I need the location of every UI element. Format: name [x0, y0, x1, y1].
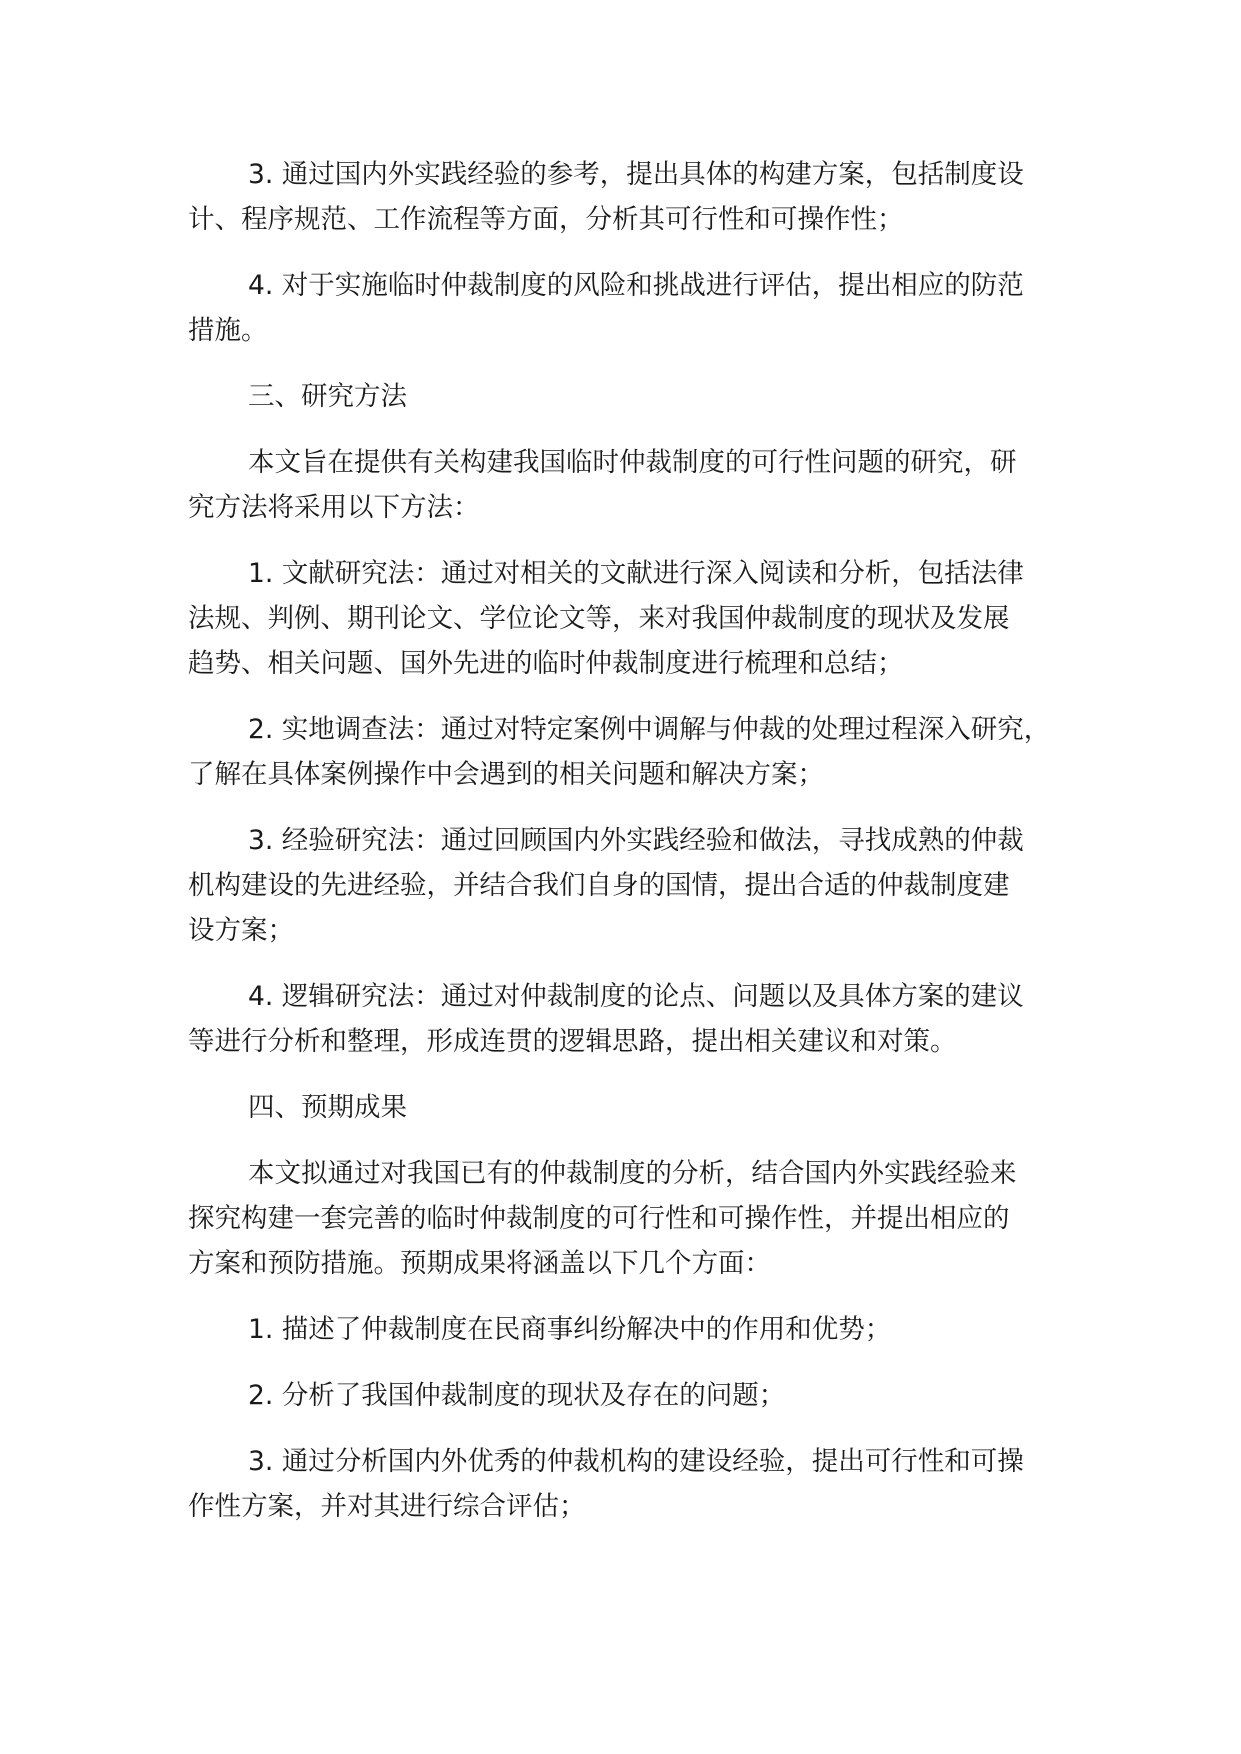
list-item-result-role — [188, 1307, 1093, 1352]
text-line: 机构建设的先进经验，并结合我们自身的国情，提出合适的仲裁制度建 — [188, 870, 1010, 901]
text-line: 本文拟通过对我国已有的仲裁制度的分析，结合国内外实践经验来 — [248, 1158, 1017, 1189]
section-heading-expected-results — [188, 1085, 1093, 1130]
list-item-risk-assessment — [188, 263, 1093, 353]
list-item-result-plan — [188, 1439, 1093, 1529]
section-heading-research-methods — [188, 374, 1093, 419]
text-line: 计、程序规范、工作流程等方面，分析其可行性和可操作性； — [188, 204, 904, 235]
text-line: 探究构建一套完善的临时仲裁制度的可行性和可操作性，并提出相应的 — [188, 1203, 1010, 1234]
text-line: 了解在具体案例操作中会遇到的相关问题和解决方案； — [188, 759, 824, 790]
text-line: 4. 对于实施临时仲裁制度的风险和挑战进行评估，提出相应的防范 — [248, 270, 1024, 301]
text-line: 2. 分析了我国仲裁制度的现状及存在的问题； — [248, 1380, 786, 1411]
list-item-logical-research — [188, 974, 1093, 1064]
text-line: 1. 文献研究法：通过对相关的文献进行深入阅读和分析，包括法律 — [248, 558, 1024, 589]
list-item-construction-plan — [188, 152, 1093, 242]
list-item-literature-research — [188, 551, 1093, 686]
text-line: 3. 经验研究法：通过回顾国内外实践经验和做法，寻找成熟的仲裁 — [248, 825, 1024, 856]
text-line: 2. 实地调查法：通过对特定案例中调解与仲裁的处理过程深入研究， — [248, 714, 1051, 745]
text-line: 趋势、相关问题、国外先进的临时仲裁制度进行梳理和总结； — [188, 648, 904, 679]
body-paragraph-methods-intro — [188, 440, 1093, 530]
body-paragraph-results-intro — [188, 1151, 1093, 1286]
heading-text: 三、研究方法 — [248, 381, 407, 412]
text-line: 措施。 — [188, 315, 268, 346]
text-line: 设方案； — [188, 915, 294, 946]
text-line: 法规、判例、期刊论文、学位论文等，来对我国仲裁制度的现状及发展 — [188, 603, 1010, 634]
heading-text: 四、预期成果 — [248, 1092, 407, 1123]
text-line: 1. 描述了仲裁制度在民商事纠纷解决中的作用和优势； — [248, 1314, 892, 1345]
list-item-result-status — [188, 1373, 1093, 1418]
text-line: 等进行分析和整理，形成连贯的逻辑思路，提出相关建议和对策。 — [188, 1026, 957, 1057]
document-body — [188, 152, 1093, 1550]
text-line: 作性方案，并对其进行综合评估； — [188, 1491, 586, 1522]
text-line: 究方法将采用以下方法： — [188, 492, 480, 523]
text-line: 3. 通过国内外实践经验的参考，提出具体的构建方案，包括制度设 — [248, 159, 1024, 190]
text-line: 3. 通过分析国内外优秀的仲裁机构的建设经验，提出可行性和可操 — [248, 1446, 1024, 1477]
text-line: 方案和预防措施。预期成果将涵盖以下几个方面： — [188, 1248, 771, 1279]
text-line: 4. 逻辑研究法：通过对仲裁制度的论点、问题以及具体方案的建议 — [248, 981, 1024, 1012]
text-line: 本文旨在提供有关构建我国临时仲裁制度的可行性问题的研究，研 — [248, 447, 1017, 478]
list-item-field-survey — [188, 707, 1093, 797]
list-item-empirical-research — [188, 818, 1093, 953]
